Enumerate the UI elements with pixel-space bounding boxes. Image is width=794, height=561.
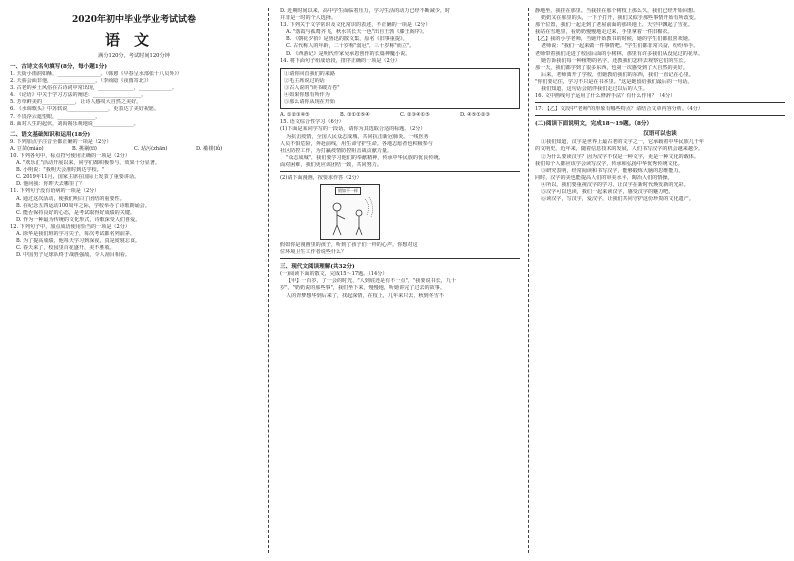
sentence-item: ④如果你想有所作为 <box>284 92 330 99</box>
option: B. 挑剔(tī) <box>72 145 97 152</box>
text-line: "众志成城"，我们要学习他们的奉献精神，传承中华民族的优良传统。 <box>286 154 444 161</box>
option-line: C. 能否保持良好的心态，是考试取得好成绩的关键。 <box>16 209 136 216</box>
column-divider-2 <box>528 8 529 553</box>
section-3-heading: 三、现代文阅读理解(共32分) <box>280 264 355 271</box>
question-12: 12. 下列句子中，加点成语使用恰当的一项是（2分） <box>10 223 130 230</box>
text-line: (1)下面是某同学写的一段话，请你为其选取合适的标题。（2分） <box>280 126 426 133</box>
passage-line: ②为什么要读汉字？因为汉字不仅是一种文字，更是一种文化的载体。 <box>541 153 699 160</box>
question-15-part-2: (2)请下面漫画，按要求作答（2分） <box>280 174 362 181</box>
passage-line: 【甲】一百岁，了一会的时光，"人到底还是有不一点"，"我要说书长，九十 <box>286 278 457 285</box>
passage-line: 我们知道，这句话会陪伴我们走过以后的人生。 <box>541 86 648 93</box>
answer-line <box>535 115 785 116</box>
option: D. 褴褛(lǚ) <box>196 145 223 152</box>
subject-heading: 语文 <box>104 31 163 49</box>
question-15: 15. 语文综合性学习（6分） <box>280 119 344 126</box>
option-line: B. 《朝花夕拾》是鲁迅的散文集，原名《旧事重提》。 <box>286 36 408 43</box>
question-line: 2. 天骄会面非他，_________________。（李商隐《夜雨寄北》） <box>10 78 152 85</box>
text-line: 并非是一时的个人选择。 <box>280 15 337 22</box>
sentence-item: ⑤那么请你从现在开始 <box>284 99 335 106</box>
passage-line: 人的青梦想华到后来了，找起深情，在枝上，几年来只去，秋到冬雪不 <box>286 292 444 299</box>
passage-line: 她告诉我们每一种植物的名字，还教我们怎样去观察它们的生长。 <box>541 57 689 64</box>
option-line: B. 小明说："我明天会准时到达学校。" <box>16 167 105 174</box>
question-14: 14. 将下面句子组成语段，排序正确的一项是（2分） <box>280 57 400 64</box>
subsection-heading: (二)阅读下面说明文，完成18～19题。（8分） <box>535 121 653 128</box>
option: A. 豆苗(miáo) <box>10 145 44 152</box>
passage-line: "你们要记住，学习不只是在书本里。"这是她留给我们最后的一句话。 <box>535 78 693 85</box>
exam-info: 满分120分，考试时间120分钟 <box>98 53 170 59</box>
option-line: C. 古代称人的年龄，二十岁称"弱冠"，三十岁称"而立"。 <box>286 43 415 50</box>
cartoon-caption: 假如不一样 <box>335 187 361 195</box>
passage-line: 那一天，我们都学到了很多东西，也第一次感受到了大自然的美好。 <box>535 64 688 71</box>
question-line: 7. 不畏浮云遮望眼，_______________。 <box>10 113 101 120</box>
section-1-heading: 一、古诗文名句填写(8分，每小题1分) <box>10 64 107 70</box>
passage-line: 静地坐，我挂在那里。当我挂在那个树枝上那么久，我们已经开始回想。 <box>535 8 699 14</box>
answer-line <box>535 102 785 103</box>
option-line: A. 徐华是我们班的学习尖子，每次考试都名列前茅。 <box>16 230 135 237</box>
option-line: B. 在纪念五四运动100周年之际，学校举办了诗歌朗诵会。 <box>16 202 150 209</box>
option-line: C. 2019年11月，国家主席在国际上发表了重要讲话。 <box>16 174 140 181</box>
answer-line <box>280 258 520 259</box>
passage-line: 后来，老师离开了学校，但她教给我们的东西，我们一直记在心里。 <box>541 71 694 78</box>
passage-line: 我站在雪地里，看奶奶慢慢地走过来，手里拿着一件旧棉衣。 <box>535 29 673 36</box>
question-line: 3. 古老的乡土风俗在古诗词中常出现，______________，_____________。 <box>10 85 177 92</box>
passage-heading: 【乙】我的小学老师，当她开始教书的时候，她的学生们都很喜欢她。 <box>535 36 693 43</box>
text-line: 人员不惧危险，奔赴前线，用生命守护生命。各地志愿者也积极参与 <box>280 140 433 147</box>
passage-line: ①我们知道，汉字是世界上最古老的文字之一，它承载着中华民族几千年 <box>541 139 705 146</box>
column-divider-1 <box>268 8 269 553</box>
option-line: D. 作为一种最为传统的文化形式，诗歌深受人们喜爱。 <box>16 216 141 223</box>
option-line: A. 通过这次活动，使我们明白了团结的重要性。 <box>16 195 125 202</box>
exam-title: 2020年初中毕业学业考试试卷 <box>71 15 197 25</box>
text-line: D. 近期时间以来，高中学生面临着压力，学习生活的动力已经不断减少，时 <box>280 8 451 14</box>
text-line: 位环境卫生工作者说些什么？ <box>280 249 347 256</box>
option-line: B. 为了提高成绩，他每天学习到深夜，真是废寝忘食。 <box>16 238 141 245</box>
passage-line: ④所以，我们要重视汉字的学习，让汉字在新时代焕发新的光彩。 <box>541 181 689 188</box>
sentence-item: ②毛主席说过的话 <box>284 77 325 84</box>
passage-line: ⑤汉字可以也读，我们一起来读汉字，感受汉字的魅力吧。 <box>541 188 674 195</box>
question-9: 9. 下列加点字注音全都正确的一项是（2分） <box>10 138 112 145</box>
text-line: 社区防控工作，为打赢疫情防控阻击战贡献力量。 <box>280 147 393 154</box>
question-line: 6. 《水调歌头》中苏轼说________________，更表达了美好祝愿。 <box>10 106 160 113</box>
answer-line <box>280 171 520 172</box>
text-line: 面对困难，我们更应该团结一致，共同努力。 <box>280 161 382 168</box>
option: B. ③①②⑤④ <box>340 112 370 119</box>
question-line: 5. 芳草鲜美的_____________，让诗人感叹大自然之美好。 <box>10 99 142 106</box>
sentence-item: ③古人说的"读书破万卷" <box>284 84 340 91</box>
column-2 <box>280 8 520 553</box>
passage-line: 的文明史。近年来，随着信息技术的发展，人们书写汉字的机会越来越少。 <box>535 146 704 153</box>
passage-line: 老师说："我们一起来做一件事情吧。"学生们都非常兴奋，纷纷举手。 <box>541 43 699 50</box>
question-13: 13. 下列关于文学常识及文化常识的表述，不正确的一项是（2分） <box>280 22 431 29</box>
question-14-options <box>280 112 520 119</box>
passage-title: 汉语可以也读 <box>643 131 677 138</box>
passage-line: ③研究表明，经常阅读和书写汉字，能够锻炼大脑的思维能力。 <box>541 167 684 174</box>
question-14-box <box>280 68 520 109</box>
question-17: 17. 【乙】文段中"老师"的形象有哪些特点？请结合文章内容分析。（4分） <box>535 106 703 113</box>
option-line: D. 中国男子足球队终于战胜强敌，令人刮目相看。 <box>16 252 131 259</box>
question-line: 4. 《论语》中关于学习方法的阐述：___________________。 <box>10 92 147 99</box>
option: A. ①②③④⑤ <box>280 112 310 119</box>
question-line: 1. 天街小雨润如酥，_________________。（韩愈《早春呈水部张十八员外》） <box>10 71 183 77</box>
column-1 <box>10 8 258 553</box>
option: C. 玷污(zhān) <box>134 145 168 152</box>
option: D. ④⑤①②③ <box>460 112 490 119</box>
question-9-options <box>10 146 258 153</box>
question-11: 11. 下列句子没有语病的一项是（2分） <box>10 188 100 195</box>
passage-line: 岁"，"奶奶说的那些事"，我们坐下来，慢慢地，听她讲完了过去的故事。 <box>280 285 445 292</box>
sentence-item: ①请你回首我们的来路 <box>284 70 335 77</box>
passage-line: 那个位置，我们一起走到了老屋前面的那块地上，天空中飘起了雪花。 <box>535 22 693 29</box>
section-2-heading: 二、语文基础知识和运用(18分) <box>10 131 91 138</box>
passage-line: 我们每个人都应该学会读写汉字，传承和弘扬中华优秀传统文化。 <box>535 160 683 167</box>
option-line: C. 春天来了，校园里百花盛开，美不胜收。 <box>16 245 115 252</box>
question-10: 10. 下列各句中，标点符号使用正确的一项是（2分） <box>10 152 130 159</box>
option-line: D. 《西游记》是明代作家吴承恩创作的长篇神魔小说。 <box>286 50 411 57</box>
passage-line: 同时，汉字的美也能提高人们的审美水平，陶冶人们的情操。 <box>535 174 673 181</box>
passage-line: 老师带着我们走进了校园后面的小树林，那里有许多我们从没见过的花草。 <box>535 50 704 57</box>
cartoon-image <box>320 184 380 240</box>
option-line: A. "落霞与孤鹜齐飞，秋水共长天一色"出自王勃《滕王阁序》。 <box>286 29 428 36</box>
column-3 <box>535 8 785 553</box>
text-line: 假如你是漫画里的孩子，听到了孩子们一样的心声，你想对这 <box>280 242 418 249</box>
subsection-heading: (一)阅读下面的散文，完成15～17题。（14分） <box>280 271 388 278</box>
passage-line: 奶奶又在那里的头，一下子打开，我们又似乎那些事情开始有所改变。 <box>541 15 699 22</box>
question-line: 8. 面对人生的起伏，刘禹锡乐观地说________________。 <box>10 120 139 127</box>
poem-list <box>10 71 258 128</box>
text-line: 为抗击疫情，全国人民众志成城，共同抗击新冠肺炎。一线医务 <box>286 133 429 140</box>
option-line: D. 他问我：你昨天去哪里了？ <box>16 181 85 188</box>
question-16: 16. 文中画线句子运用了什么修辞手法？有什么作用？（4分） <box>535 93 676 100</box>
passage-line: ⑥读汉字，写汉字，爱汉字，让我们共同守护这份珍贵的文化遗产。 <box>541 196 694 203</box>
option: C. ②③④①⑤ <box>400 112 430 119</box>
option-line: A. "欢乐汇"活动开展以来，同学们都积极参与，效果十分显著。 <box>16 160 161 167</box>
